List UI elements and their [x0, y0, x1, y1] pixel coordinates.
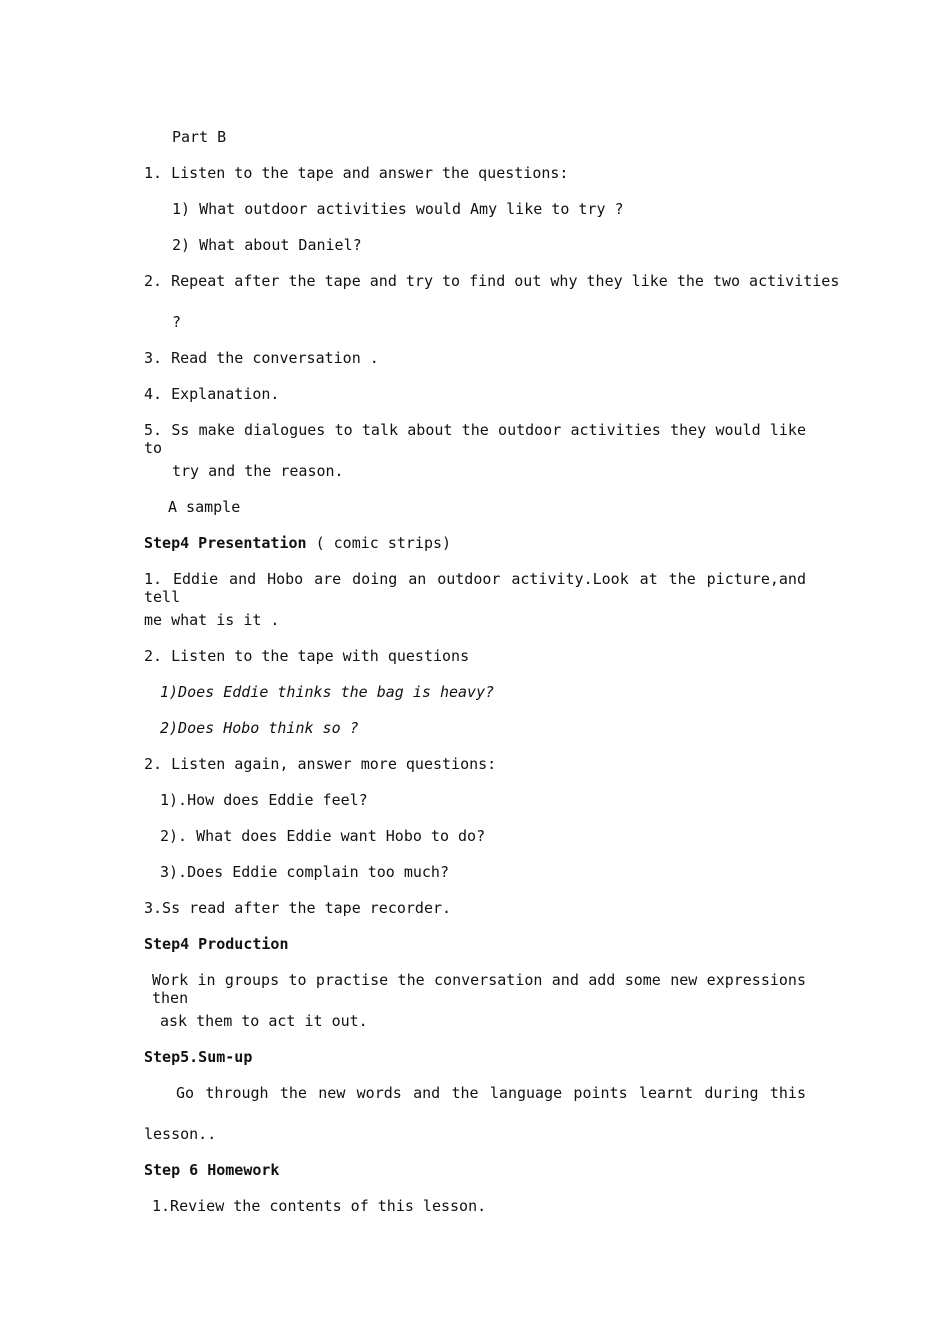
list-item: 2). What does Eddie want Hobo to do?: [160, 827, 486, 845]
list-item: 3).Does Eddie complain too much?: [160, 863, 449, 881]
list-item: 5. Ss make dialogues to talk about the outdoor activities they would like to: [144, 421, 806, 457]
list-item: 3.Ss read after the tape recorder.: [144, 899, 452, 917]
step4-presentation-heading: [144, 534, 451, 552]
step6-heading: Step 6 Homework: [144, 1161, 280, 1179]
paragraph-line: 1.Review the contents of this lesson.: [152, 1197, 487, 1215]
paragraph-line: Go through the new words and the language points learnt during this: [176, 1084, 806, 1102]
list-item: ?: [172, 313, 182, 331]
list-item: 2. Listen to the tape with questions: [144, 647, 470, 665]
paragraph-line: Work in groups to practise the conversation and add some new expressions then: [152, 971, 806, 1007]
list-item: 2) What about Daniel?: [172, 236, 362, 254]
list-item: 1. Listen to the tape and answer the questions:: [144, 164, 569, 182]
list-item: 2)Does Hobo think so ?: [160, 719, 359, 737]
paragraph-line: lesson..: [144, 1125, 217, 1143]
step4-production-heading: Step4 Production: [144, 935, 289, 953]
step5-heading: Step5.Sum-up: [144, 1048, 253, 1066]
list-item: 2. Listen again, answer more questions:: [144, 755, 497, 773]
list-item: me what is it .: [144, 611, 280, 629]
list-item: 1)Does Eddie thinks the bag is heavy?: [160, 683, 495, 701]
list-item: 1).How does Eddie feel?: [160, 791, 368, 809]
list-item: A sample: [168, 498, 241, 516]
list-item: try and the reason.: [172, 462, 344, 480]
list-item: 3. Read the conversation .: [144, 349, 379, 367]
heading-note: ( comic strips): [306, 534, 452, 552]
list-item: 1. Eddie and Hobo are doing an outdoor activity.Look at the picture,and tell: [144, 570, 806, 606]
part-b-heading: Part B: [172, 128, 227, 146]
section-heading: Step4 Presentation: [144, 534, 307, 552]
list-item: 2. Repeat after the tape and try to find out why they like the two activities: [144, 272, 840, 290]
paragraph-line: ask them to act it out.: [160, 1012, 368, 1030]
list-item: 4. Explanation.: [144, 385, 280, 403]
list-item: 1) What outdoor activities would Amy like to try ?: [172, 200, 624, 218]
